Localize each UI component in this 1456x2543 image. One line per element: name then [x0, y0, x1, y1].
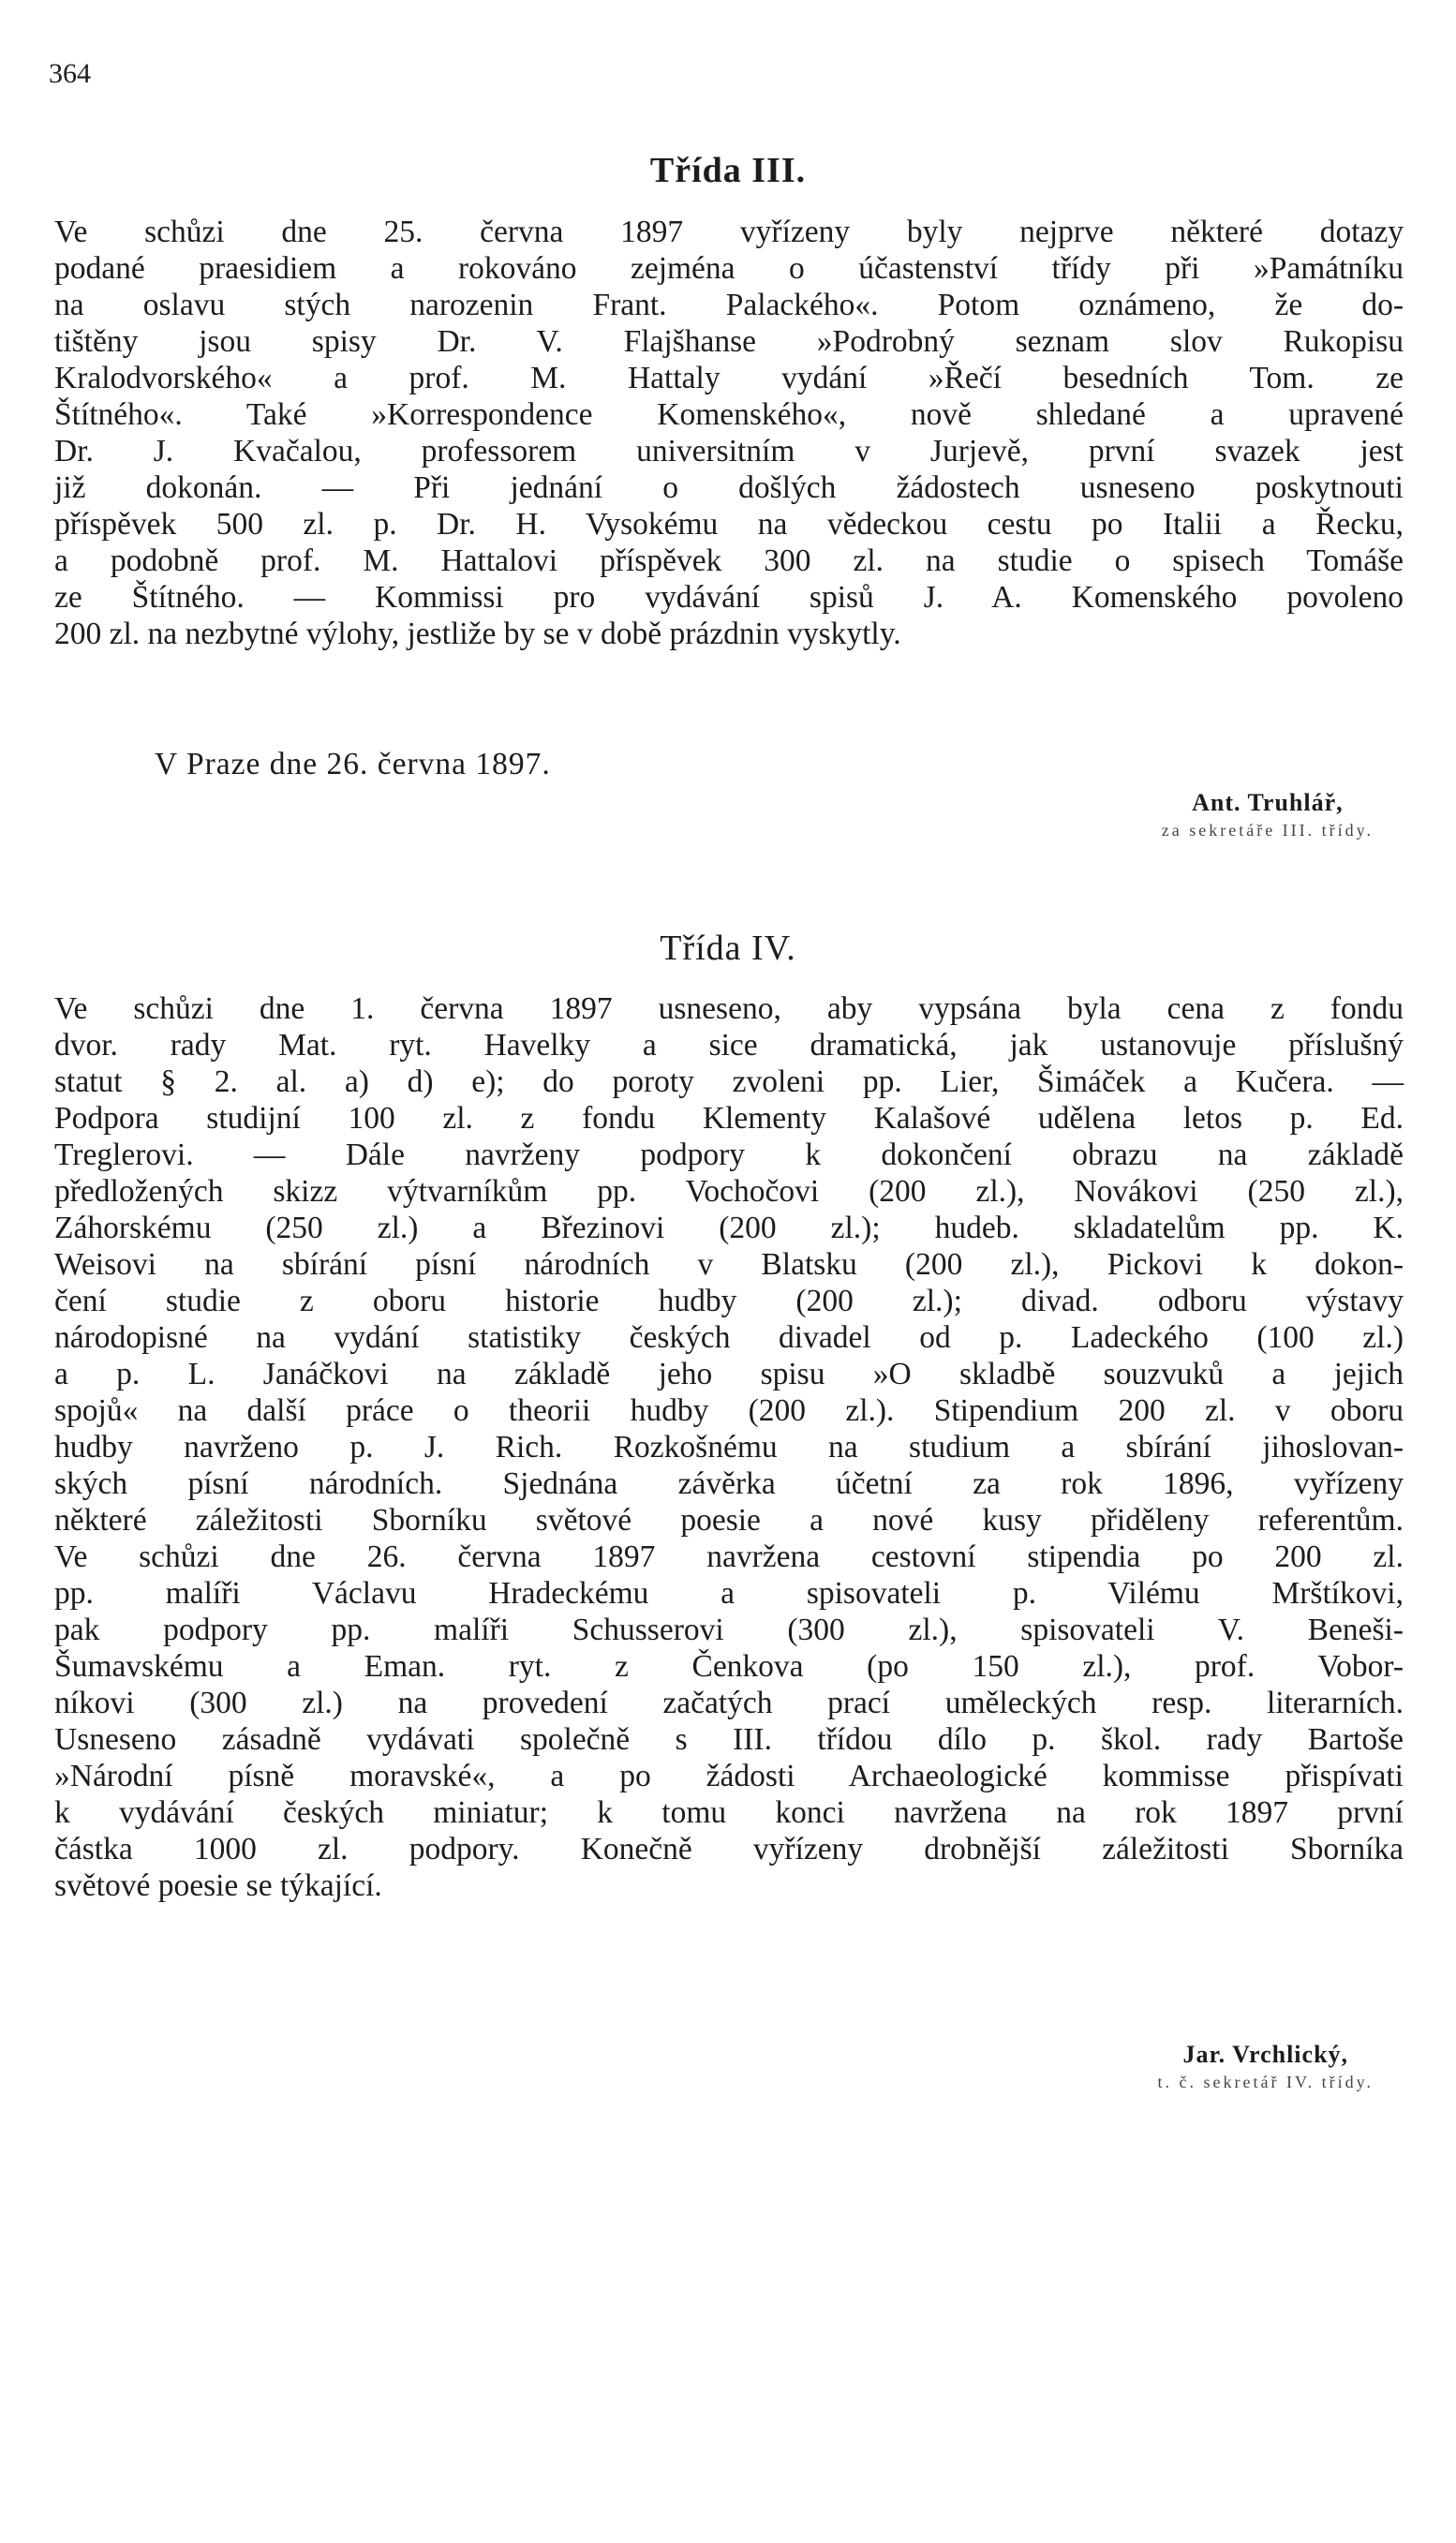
date-line: V Praze dne 26. června 1897. — [155, 747, 551, 781]
text-line: Treglerovi. — Dále navrženy podpory k dokončení obrazu na základě — [54, 1138, 1404, 1172]
text-line: Ve schůzi dne 25. června 1897 vyřízeny byly nejprve některé dotazy — [54, 215, 1404, 249]
section-heading-class-iv: Třída IV. — [660, 929, 796, 968]
text-line: spojů« na další práce o theorii hudby (200 zl.). Stipendium 200 zl. v oboru — [54, 1393, 1404, 1428]
text-line: ských písní národních. Sjednána závěrka účetní za rok 1896, vyřízeny — [54, 1466, 1404, 1501]
text-line: 200 zl. na nezbytné výlohy, jestliže by se v době prázdnin vyskytly. — [54, 617, 901, 651]
text-line: pp. malíři Václavu Hradeckému a spisovateli p. Vilému Mrštíkovi, — [54, 1576, 1404, 1611]
text-line: a p. L. Janáčkovi na základě jeho spisu »O skladbě souzvuků a jejich — [54, 1357, 1404, 1391]
text-line: příspěvek 500 zl. p. Dr. H. Vysokému na vědeckou cestu po Italii a Řecku, — [54, 507, 1404, 542]
text-line: světové poesie se týkající. — [54, 1868, 382, 1903]
text-line: »Národní písně moravské«, a po žádosti Archaeologické kommisse přispívati — [54, 1759, 1404, 1793]
text-line: Podpora studijní 100 zl. z fondu Klementy Kalašové udělena letos p. Ed. — [54, 1101, 1404, 1136]
text-line: Kralodvorského« a prof. M. Hattaly vydání »Řečí besedních Tom. ze — [54, 361, 1404, 395]
text-line: ze Štítného. — Kommissi pro vydávání spisů J. A. Komenského povoleno — [54, 580, 1404, 615]
text-line: hudby navrženo p. J. Rich. Rozkošnému na studium a sbírání jihoslovan- — [54, 1430, 1404, 1465]
text-line: Weisovi na sbírání písní národních v Blatsku (200 zl.), Pickovi k dokon- — [54, 1247, 1404, 1282]
signature-name: Ant. Truhlář, — [1192, 789, 1344, 816]
signature-class-iv — [1158, 2041, 1374, 2092]
text-line: Šumavskému a Eman. ryt. z Čenkova (po 150 zl.), prof. Vobor- — [54, 1649, 1404, 1684]
paragraph-class-iv — [54, 990, 1404, 1904]
text-line: dvor. rady Mat. ryt. Havelky a sice dramatická, jak ustanovuje příslušný — [54, 1028, 1404, 1063]
page-number: 364 — [49, 58, 91, 89]
text-line: Štítného«. Také »Korrespondence Komenského«, nově shledané a upravené — [54, 397, 1404, 432]
signature-role: za sekretáře III. třídy. — [1161, 821, 1374, 840]
text-line: Usneseno zásadně vydávati společně s III. třídou dílo p. škol. rady Bartoše — [54, 1722, 1404, 1757]
text-line: národopisné na vydání statistiky českých divadel od p. Ladeckého (100 zl.) — [54, 1320, 1404, 1355]
text-line: níkovi (300 zl.) na provedení začatých prací uměleckých resp. literarních. — [54, 1686, 1404, 1720]
text-line: některé záležitosti Sborníku světové poesie a nové kusy přiděleny referentům. — [54, 1503, 1404, 1538]
paragraph-class-iii — [54, 214, 1404, 652]
text-line: na oslavu stých narozenin Frant. Palackého«. Potom oznámeno, že do- — [54, 288, 1404, 322]
text-line: Ve schůzi dne 26. června 1897 navržena cestovní stipendia po 200 zl. — [54, 1539, 1404, 1574]
text-line: čení studie z oboru historie hudby (200 zl.); divad. odboru výstavy — [54, 1284, 1404, 1318]
section-heading-class-iii: Třída III. — [649, 151, 807, 190]
text-line: již dokonán. — Při jednání o došlých žádostech usneseno poskytnouti — [54, 470, 1404, 505]
text-line: pak podpory pp. malíři Schusserovi (300 zl.), spisovateli V. Beneši- — [54, 1613, 1404, 1647]
text-line: a podobně prof. M. Hattalovi příspěvek 300 zl. na studie o spisech Tomáše — [54, 543, 1404, 578]
text-line: předložených skizz výtvarníkům pp. Vochočovi (200 zl.), Novákovi (250 zl.), — [54, 1174, 1404, 1209]
text-line: Záhorskému (250 zl.) a Březinovi (200 zl.); hudeb. skladatelům pp. K. — [54, 1211, 1404, 1245]
signature-class-iii — [1162, 789, 1374, 840]
text-line: Ve schůzi dne 1. června 1897 usneseno, aby vypsána byla cena z fondu — [54, 991, 1404, 1026]
text-line: Dr. J. Kvačalou, professorem universitním v Jurjevě, první svazek jest — [54, 434, 1404, 468]
text-line: podané praesidiem a rokováno zejména o účastenství třídy při »Památníku — [54, 251, 1404, 286]
signature-role: t. č. sekretář IV. třídy. — [1157, 2073, 1374, 2091]
signature-name: Jar. Vrchlický, — [1182, 2041, 1349, 2068]
text-line: částka 1000 zl. podpory. Konečně vyřízeny drobnější záležitosti Sborníka — [54, 1832, 1404, 1866]
text-line: statut § 2. al. a) d) e); do poroty zvoleni pp. Lier, Šimáček a Kučera. — — [54, 1064, 1404, 1099]
text-line: tištěny jsou spisy Dr. V. Flajšhanse »Podrobný seznam slov Rukopisu — [54, 324, 1404, 359]
text-line: k vydávání českých miniatur; k tomu konci navržena na rok 1897 první — [54, 1795, 1404, 1830]
